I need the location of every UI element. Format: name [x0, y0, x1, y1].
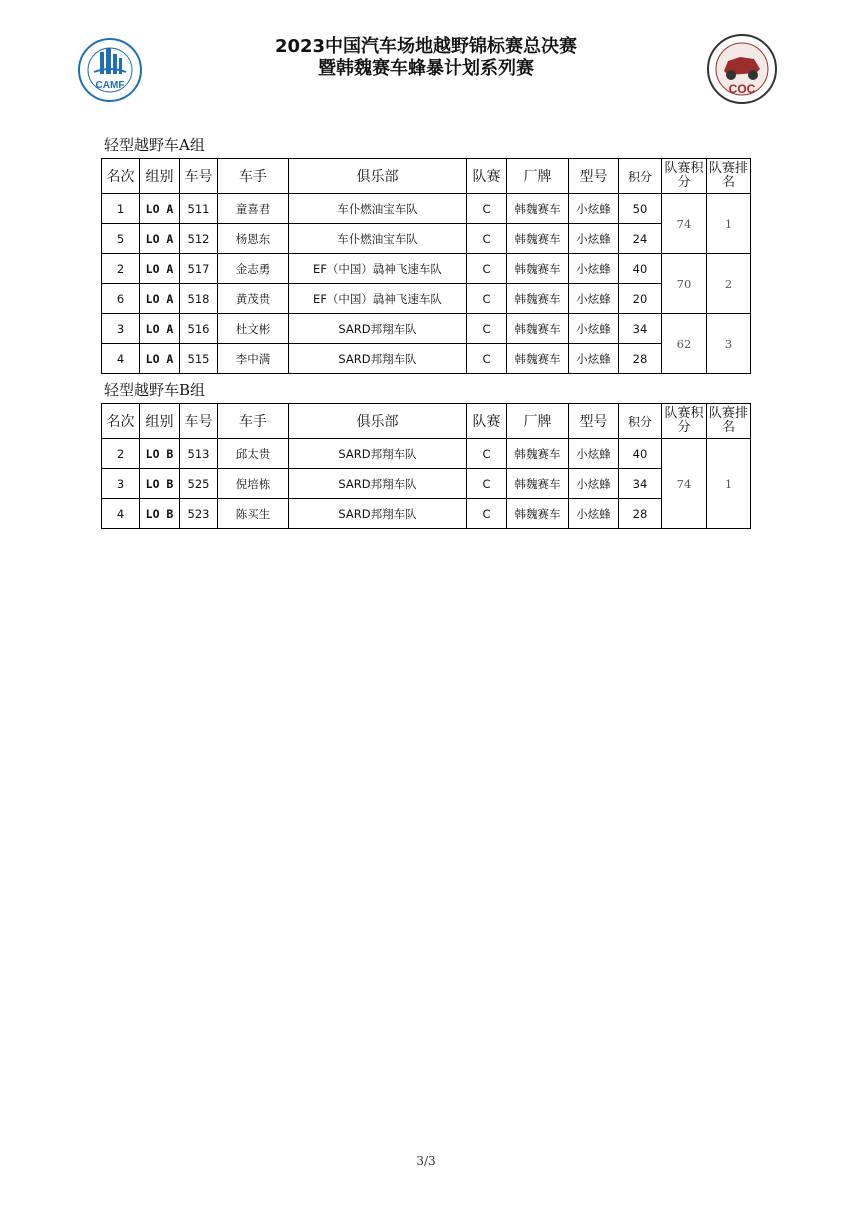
coc-logo — [706, 33, 778, 105]
group-cell: LO B — [140, 469, 180, 499]
rank-cell: 3 — [102, 314, 140, 344]
team-race-cell: C — [467, 314, 507, 344]
club-cell: SARD邦翔车队 — [289, 439, 467, 469]
driver-cell: 黄茂贵 — [218, 284, 289, 314]
table-row — [102, 469, 751, 499]
table-row — [102, 439, 751, 469]
brand-cell: 韩魏赛车 — [507, 439, 569, 469]
team-rank-cell: 2 — [707, 254, 751, 314]
table-header-row — [102, 159, 751, 194]
driver-cell: 金志勇 — [218, 254, 289, 284]
group-cell: LO A — [140, 314, 180, 344]
team-race-cell: C — [467, 224, 507, 254]
col-team-rank: 队赛排名 — [707, 159, 751, 194]
section-title-a: 轻型越野车A组 — [104, 136, 205, 154]
car-number-cell: 511 — [180, 194, 218, 224]
camf-logo — [78, 38, 142, 102]
col-driver: 车手 — [218, 159, 289, 194]
car-number-cell: 512 — [180, 224, 218, 254]
group-cell: LO A — [140, 284, 180, 314]
brand-cell: 韩魏赛车 — [507, 254, 569, 284]
group-cell: LO B — [140, 439, 180, 469]
team-rank-cell: 3 — [707, 314, 751, 374]
model-cell: 小炫蜂 — [569, 254, 619, 284]
model-cell: 小炫蜂 — [569, 469, 619, 499]
model-cell: 小炫蜂 — [569, 499, 619, 529]
group-cell: LO B — [140, 499, 180, 529]
model-cell: 小炫蜂 — [569, 439, 619, 469]
col-team-rank: 队赛排名 — [707, 404, 751, 439]
rank-cell: 1 — [102, 194, 140, 224]
car-number-cell: 523 — [180, 499, 218, 529]
rank-cell: 4 — [102, 499, 140, 529]
team-race-cell: C — [467, 344, 507, 374]
title-line-1: 2023中国汽车场地越野锦标赛总决赛 — [274, 36, 578, 57]
club-cell: SARD邦翔车队 — [289, 499, 467, 529]
points-cell: 34 — [619, 314, 662, 344]
team-race-cell: C — [467, 194, 507, 224]
col-rank: 名次 — [102, 159, 140, 194]
section-title-b: 轻型越野车B组 — [104, 381, 206, 399]
model-cell: 小炫蜂 — [569, 314, 619, 344]
table-row — [102, 314, 751, 344]
team-race-cell: C — [467, 499, 507, 529]
table-row — [102, 344, 751, 374]
driver-cell: 陈买生 — [218, 499, 289, 529]
table-row — [102, 224, 751, 254]
driver-cell: 倪培栋 — [218, 469, 289, 499]
col-points: 积分 — [619, 404, 662, 439]
points-cell: 24 — [619, 224, 662, 254]
svg-text:CAMF: CAMF — [95, 80, 125, 91]
group-cell: LO A — [140, 224, 180, 254]
table-row — [102, 254, 751, 284]
team-rank-cell: 1 — [707, 194, 751, 254]
team-points-cell: 70 — [662, 254, 707, 314]
club-cell: EF（中国）骉神飞速车队 — [289, 284, 467, 314]
brand-cell: 韩魏赛车 — [507, 314, 569, 344]
group-cell: LO A — [140, 254, 180, 284]
car-number-cell: 517 — [180, 254, 218, 284]
col-group: 组别 — [140, 404, 180, 439]
club-cell: 车仆燃油宝车队 — [289, 194, 467, 224]
col-car-no: 车号 — [180, 404, 218, 439]
driver-cell: 杨恩东 — [218, 224, 289, 254]
col-club: 俱乐部 — [289, 159, 467, 194]
brand-cell: 韩魏赛车 — [507, 469, 569, 499]
model-cell: 小炫蜂 — [569, 284, 619, 314]
col-model: 型号 — [569, 159, 619, 194]
rank-cell: 5 — [102, 224, 140, 254]
team-race-cell: C — [467, 284, 507, 314]
club-cell: SARD邦翔车队 — [289, 314, 467, 344]
col-brand: 厂牌 — [507, 159, 569, 194]
rank-cell: 6 — [102, 284, 140, 314]
points-cell: 40 — [619, 439, 662, 469]
points-cell: 28 — [619, 344, 662, 374]
team-race-cell: C — [467, 469, 507, 499]
brand-cell: 韩魏赛车 — [507, 224, 569, 254]
rank-cell: 2 — [102, 439, 140, 469]
team-points-cell: 74 — [662, 194, 707, 254]
points-cell: 50 — [619, 194, 662, 224]
rank-cell: 2 — [102, 254, 140, 284]
col-brand: 厂牌 — [507, 404, 569, 439]
brand-cell: 韩魏赛车 — [507, 194, 569, 224]
title-line-2: 暨韩魏赛车蜂暴计划系列赛 — [318, 58, 534, 79]
col-team-points: 队赛积分 — [662, 159, 707, 194]
col-driver: 车手 — [218, 404, 289, 439]
col-club: 俱乐部 — [289, 404, 467, 439]
rank-cell: 4 — [102, 344, 140, 374]
brand-cell: 韩魏赛车 — [507, 344, 569, 374]
page-title — [180, 36, 672, 80]
col-rank: 名次 — [102, 404, 140, 439]
points-cell: 40 — [619, 254, 662, 284]
brand-cell: 韩魏赛车 — [507, 284, 569, 314]
model-cell: 小炫蜂 — [569, 344, 619, 374]
svg-text:COC: COC — [728, 82, 756, 96]
team-race-cell: C — [467, 254, 507, 284]
results-table-a — [101, 158, 751, 374]
col-group: 组别 — [140, 159, 180, 194]
car-number-cell: 525 — [180, 469, 218, 499]
driver-cell: 邱太贵 — [218, 439, 289, 469]
results-table-b — [101, 403, 751, 529]
car-number-cell: 518 — [180, 284, 218, 314]
table-header-row — [102, 404, 751, 439]
page-number: 3/3 — [416, 1154, 436, 1168]
driver-cell: 李中满 — [218, 344, 289, 374]
team-points-cell: 74 — [662, 439, 707, 529]
driver-cell: 童喜君 — [218, 194, 289, 224]
club-cell: 车仆燃油宝车队 — [289, 224, 467, 254]
team-rank-cell: 1 — [707, 439, 751, 529]
table-row — [102, 499, 751, 529]
points-cell: 28 — [619, 499, 662, 529]
car-number-cell: 513 — [180, 439, 218, 469]
rank-cell: 3 — [102, 469, 140, 499]
club-cell: SARD邦翔车队 — [289, 344, 467, 374]
group-cell: LO A — [140, 194, 180, 224]
col-points: 积分 — [619, 159, 662, 194]
points-cell: 20 — [619, 284, 662, 314]
points-cell: 34 — [619, 469, 662, 499]
group-cell: LO A — [140, 344, 180, 374]
team-race-cell: C — [467, 439, 507, 469]
team-points-cell: 62 — [662, 314, 707, 374]
col-car-no: 车号 — [180, 159, 218, 194]
car-number-cell: 515 — [180, 344, 218, 374]
col-team-race: 队赛 — [467, 404, 507, 439]
model-cell: 小炫蜂 — [569, 194, 619, 224]
model-cell: 小炫蜂 — [569, 224, 619, 254]
club-cell: SARD邦翔车队 — [289, 469, 467, 499]
driver-cell: 杜文彬 — [218, 314, 289, 344]
brand-cell: 韩魏赛车 — [507, 499, 569, 529]
col-team-points: 队赛积分 — [662, 404, 707, 439]
table-row — [102, 194, 751, 224]
col-team-race: 队赛 — [467, 159, 507, 194]
club-cell: EF（中国）骉神飞速车队 — [289, 254, 467, 284]
car-number-cell: 516 — [180, 314, 218, 344]
table-row — [102, 284, 751, 314]
col-model: 型号 — [569, 404, 619, 439]
